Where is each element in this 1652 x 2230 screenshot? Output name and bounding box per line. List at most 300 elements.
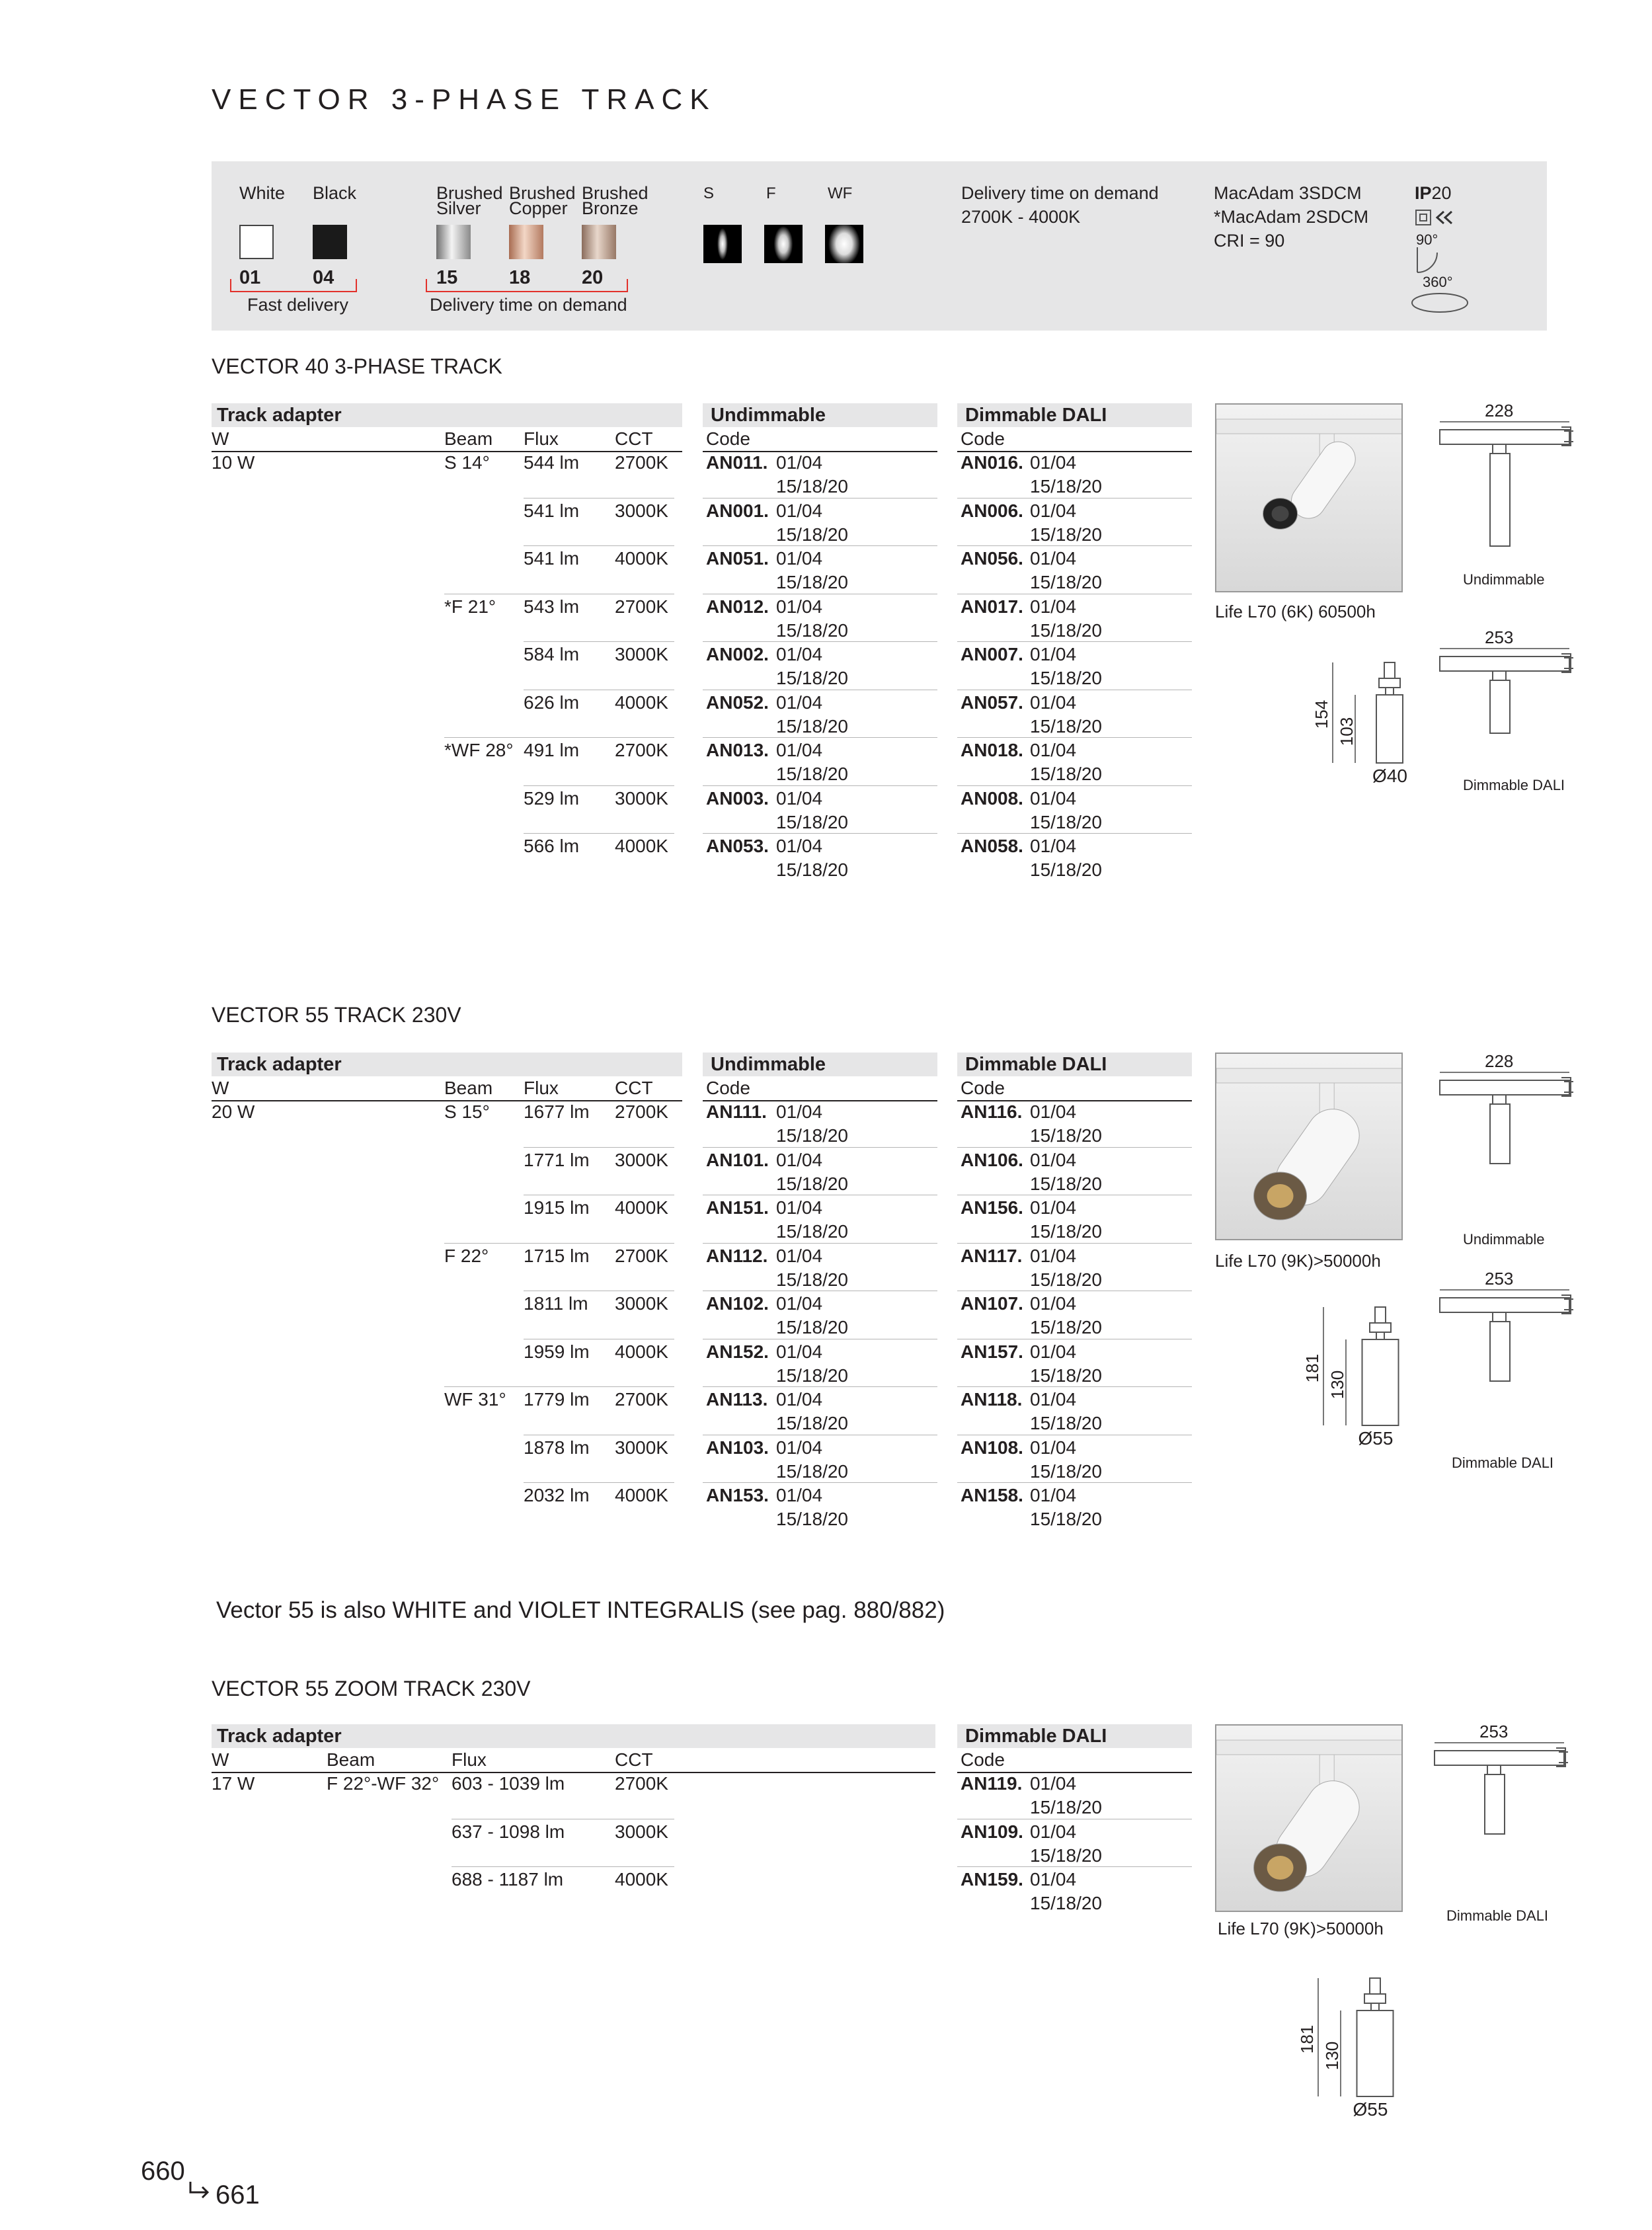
s2-col-w: W [212,1078,229,1098]
row-code-undim: AN103. [706,1437,769,1458]
finish-silver-label1: Brushed [436,183,503,203]
vector55zoom-front-body-height-label: 130 [1322,2041,1343,2071]
on-demand-label: Delivery time on demand [430,295,627,315]
page-number: 660 [141,2157,185,2186]
finish-black-label: Black [313,183,357,203]
row-finish-dali: 01/04 [1030,740,1077,760]
row-cct: 3000K [615,1437,668,1458]
white-swatch [239,225,274,259]
row-finish2-undim: 15/18/20 [776,1221,848,1242]
row-code-dali: AN158. [961,1485,1023,1505]
vector55zoom-front-height-label: 181 [1297,2024,1318,2053]
row-cct: 2700K [615,1101,668,1122]
s2-undim-header: Undimmable [711,1054,826,1075]
row-separator-undim [703,1386,937,1387]
row-finish2-dali: 15/18/20 [1030,811,1102,832]
row-flux: 2032 lm [524,1485,590,1505]
finish-copper-label2: Copper [509,198,568,218]
vector55zoom-photo [1215,1724,1403,1912]
row-flux: 544 lm [524,452,580,473]
finish-bronze-label1: Brushed [582,183,649,203]
row-code-dali: AN057. [961,692,1023,713]
vector55-life: Life L70 (9K)>50000h [1215,1251,1381,1271]
row-cct: 4000K [615,548,668,569]
row-flux: 603 - 1039 lm [452,1773,565,1794]
s3-watt: 17 W [212,1773,255,1794]
row-finish2-dali: 15/18/20 [1030,1173,1102,1194]
row-flux: 543 lm [524,596,580,617]
macadam-line2: *MacAdam 2SDCM [1214,207,1369,227]
row-finish-dali: 01/04 [1030,692,1077,713]
row-flux: 529 lm [524,787,580,809]
row-finish-dali: 01/04 [1030,1245,1077,1266]
row-finish-undim: 01/04 [776,692,823,713]
row-cct: 3000K [615,644,668,664]
vector40-side-undim-width-label: 228 [1485,401,1514,420]
vector55-photo-drawing [1216,1054,1403,1240]
vector40-photo-drawing [1216,405,1403,592]
beam-wide-flood-icon [825,225,863,263]
row-cct: 2700K [615,1245,668,1266]
row-finish-undim: 01/04 [776,644,823,664]
row-flux: 541 lm [524,500,580,521]
row-code-undim: AN001. [706,500,769,521]
s1-dali-header: Dimmable DALI [965,405,1107,426]
row-separator-dali [957,785,1192,786]
row-code-dali: AN117. [961,1245,1023,1266]
s3-col-flux: Flux [452,1749,487,1770]
vector40-side-dali [1438,627,1584,757]
row-finish-dali: 01/04 [1030,1821,1077,1842]
row-beam: S 14° [444,452,490,473]
s2-col-beam: Beam [444,1078,493,1098]
row-code-undim: AN002. [706,644,769,664]
row-finish-undim: 01/04 [776,836,823,856]
row-finish-undim: 01/04 [776,1197,823,1218]
row-flux: 541 lm [524,548,580,569]
s1-undim-header: Undimmable [711,405,826,426]
row-code-dali: AN119. [961,1773,1023,1794]
row-finish2-undim: 15/18/20 [776,764,848,784]
row-finish-undim: 01/04 [776,740,823,760]
row-finish-undim: 01/04 [776,1389,823,1410]
vector55-undim-label: Undimmable [1463,1231,1545,1248]
row-code-dali: AN116. [961,1101,1023,1122]
s2-dali-header: Dimmable DALI [965,1054,1107,1075]
row-finish-undim: 01/04 [776,548,823,569]
vector55zoom-side-dali-width-label: 253 [1479,1722,1509,1741]
row-flux: 1878 lm [524,1437,590,1458]
row-separator [452,1866,674,1867]
row-cct: 3000K [615,500,668,521]
row-finish-undim: 01/04 [776,1101,823,1122]
row-finish2-dali: 15/18/20 [1030,764,1102,784]
row-cct: 3000K [615,1149,668,1170]
row-code-undim: AN051. [706,548,769,569]
vector55-side-dali [1438,1269,1584,1405]
row-separator [444,1386,674,1387]
row-flux: 1959 lm [524,1341,590,1362]
row-finish2-undim: 15/18/20 [776,1317,848,1337]
row-flux: 1811 lm [524,1293,588,1314]
section-vector40-title: VECTOR 40 3-PHASE TRACK [212,354,502,378]
row-separator [444,1243,674,1244]
row-separator-dali [957,545,1192,546]
row-finish2-undim: 15/18/20 [776,1173,848,1194]
vector55-dali-label: Dimmable DALI [1452,1454,1554,1471]
row-finish2-dali: 15/18/20 [1030,1269,1102,1290]
row-finish-dali: 01/04 [1030,1869,1077,1890]
row-finish-dali: 01/04 [1030,1773,1077,1794]
row-finish2-dali: 15/18/20 [1030,1509,1102,1529]
vector55-front-height-label: 181 [1302,1353,1323,1382]
s3-col-cct: CCT [615,1749,653,1770]
vector55zoom-front-diameter-label: Ø55 [1353,2099,1388,2120]
row-code-undim: AN111. [706,1101,767,1122]
row-finish-dali: 01/04 [1030,452,1077,473]
row-code-dali: AN018. [961,740,1023,760]
row-finish2-undim: 15/18/20 [776,715,848,737]
vector55-side-undim [1438,1051,1584,1187]
vector55zoom-side-dali-drawing [1433,1740,1579,1858]
row-finish-undim: 01/04 [776,1437,823,1458]
row-finish2-dali: 15/18/20 [1030,1125,1102,1146]
integralis-note: Vector 55 is also WHITE and VIOLET INTEGRALIS (see pag. 880/882) [216,1597,945,1623]
row-finish-undim: 01/04 [776,452,823,473]
row-finish2-undim: 15/18/20 [776,1460,848,1482]
row-separator-undim [703,1243,937,1244]
row-code-undim: AN053. [706,836,769,856]
s1-col-w: W [212,428,229,449]
vector40-front-diameter-label: Ø40 [1372,766,1407,786]
row-finish2-undim: 15/18/20 [776,1365,848,1386]
row-separator [524,545,674,546]
page-link-arrow-icon [188,2180,212,2202]
row-separator-undim [703,785,937,786]
row-cct: 4000K [615,1341,668,1362]
row-finish-undim: 01/04 [776,500,823,521]
row-beam: *WF 28° [444,740,514,760]
row-code-dali: AN056. [961,548,1023,569]
bronze-code: 20 [582,267,604,288]
vector55-side-undim-drawing [1438,1070,1584,1187]
on-demand-bracket [426,279,628,292]
s1-adapter-header: Track adapter [217,405,342,426]
vector55-side-undim-width-label: 228 [1485,1051,1514,1071]
s2-col-code-dali: Code [961,1078,1005,1098]
row-code-dali: AN159. [961,1869,1023,1890]
row-finish2-undim: 15/18/20 [776,1125,848,1146]
row-separator [524,1482,674,1483]
row-separator-dali [957,1482,1192,1483]
row-finish-dali: 01/04 [1030,1389,1077,1410]
row-code-undim: AN052. [706,692,769,713]
row-code-dali: AN006. [961,500,1023,521]
row-finish-dali: 01/04 [1030,1197,1077,1218]
row-flux: 1779 lm [524,1389,590,1410]
ip-rating-prefix: IP [1415,183,1432,203]
finish-copper-label1: Brushed [509,183,576,203]
row-cct: 2700K [615,1389,668,1410]
s1-col-code-dali: Code [961,428,1005,449]
row-finish-undim: 01/04 [776,1293,823,1314]
row-separator-dali [957,1866,1192,1867]
row-cct: 2700K [615,452,668,473]
ip-rating-number: 20 [1431,183,1452,203]
row-code-undim: AN101. [706,1149,769,1170]
row-finish2-dali: 15/18/20 [1030,1317,1102,1337]
row-finish2-dali: 15/18/20 [1030,1221,1102,1242]
row-separator-dali [957,737,1192,738]
vector40-undim-label: Undimmable [1463,571,1545,588]
vector55zoom-photo-drawing [1216,1726,1403,1912]
row-flux: 1677 lm [524,1101,590,1122]
row-finish2-dali: 15/18/20 [1030,1413,1102,1433]
vector55zoom-life: Life L70 (9K)>50000h [1218,1919,1384,1938]
beam-flood-icon [764,225,803,263]
silver-swatch [436,225,471,259]
row-finish2-dali: 15/18/20 [1030,1893,1102,1913]
vector40-dali-label: Dimmable DALI [1463,777,1565,793]
bronze-swatch [582,225,616,259]
row-separator-undim [703,1147,937,1148]
s2-col-code-undim: Code [706,1078,750,1098]
row-separator [524,1147,674,1148]
page-title: VECTOR 3-PHASE TRACK [212,83,717,116]
row-flux: 1915 lm [524,1197,590,1218]
beam-wf-label: WF [828,184,853,202]
vector55-front [1302,1306,1420,1452]
row-flux: 584 lm [524,644,580,664]
row-code-dali: AN118. [961,1389,1023,1410]
vector55-front-body-height-label: 130 [1327,1370,1348,1400]
vector55zoom-front [1297,1977,1415,2123]
row-separator-dali [957,641,1192,642]
row-flux: 491 lm [524,740,580,760]
row-finish-dali: 01/04 [1030,596,1077,617]
row-finish2-dali: 15/18/20 [1030,476,1102,497]
vector40-front-drawing [1317,661,1429,770]
s2-col-flux: Flux [524,1078,559,1098]
row-finish-dali: 01/04 [1030,500,1077,521]
beam-f-label: F [766,184,776,202]
row-code-undim: AN013. [706,740,769,760]
row-separator-dali [957,1386,1192,1387]
fast-delivery-bracket [230,279,357,292]
row-separator-undim [703,1482,937,1483]
rotation-label: 360° [1423,274,1453,290]
row-separator [524,785,674,786]
next-page-number[interactable]: 661 [216,2180,260,2210]
vector40-front-body-height-label: 103 [1337,717,1357,746]
section-vector55-title: VECTOR 55 TRACK 230V [212,1003,461,1027]
row-finish2-dali: 15/18/20 [1030,668,1102,688]
row-flux: 566 lm [524,836,580,856]
vector55zoom-front-drawing [1302,1977,1415,2103]
row-code-dali: AN156. [961,1197,1023,1218]
row-code-undim: AN102. [706,1293,769,1314]
vector40-side-dali-drawing [1438,646,1584,757]
vector40-side-dali-width-label: 253 [1485,627,1514,647]
s2-adapter-header: Track adapter [217,1054,342,1075]
row-separator [524,641,674,642]
s3-col-beam: Beam [327,1749,375,1770]
s2-col-cct: CCT [615,1078,653,1098]
row-finish-undim: 01/04 [776,1149,823,1170]
row-finish2-undim: 15/18/20 [776,1269,848,1290]
row-code-undim: AN112. [706,1245,768,1266]
section-vector55-zoom-title: VECTOR 55 ZOOM TRACK 230V [212,1677,531,1700]
s3-beam: F 22°-WF 32° [327,1773,440,1794]
row-flux: 637 - 1098 lm [452,1821,565,1842]
silver-code: 15 [436,267,458,288]
vector40-life: Life L70 (6K) 60500h [1215,602,1376,621]
row-finish-dali: 01/04 [1030,1485,1077,1505]
row-finish2-dali: 15/18/20 [1030,1365,1102,1386]
row-separator [444,737,674,738]
row-cct: 4000K [615,836,668,856]
row-beam: *F 21° [444,596,496,617]
vector40-side-undim-drawing [1438,419,1584,570]
row-finish2-dali: 15/18/20 [1030,1797,1102,1817]
row-separator-undim [703,641,937,642]
row-code-dali: AN008. [961,787,1023,809]
row-cct: 3000K [615,1821,668,1842]
row-finish2-dali: 15/18/20 [1030,859,1102,880]
copper-code: 18 [509,267,531,288]
vector55-side-dali-drawing [1438,1287,1584,1405]
vector40-front-height-label: 154 [1312,699,1332,729]
delivery-line1: Delivery time on demand [961,183,1159,203]
row-finish2-undim: 15/18/20 [776,668,848,688]
row-code-dali: AN109. [961,1821,1023,1842]
row-code-undim: AN153. [706,1485,769,1505]
row-finish2-undim: 15/18/20 [776,1509,848,1529]
ip-rating [1415,185,1452,202]
row-finish2-undim: 15/18/20 [776,859,848,880]
white-code: 01 [239,267,261,288]
row-flux: 1771 lm [524,1149,590,1170]
row-code-dali: AN016. [961,452,1023,473]
row-separator-undim [703,737,937,738]
row-finish-dali: 01/04 [1030,644,1077,664]
row-code-dali: AN157. [961,1341,1023,1362]
row-flux: 626 lm [524,692,580,713]
row-separator [524,833,674,834]
row-finish2-undim: 15/18/20 [776,572,848,592]
vector40-side-undim [1438,401,1584,570]
row-finish-dali: 01/04 [1030,548,1077,569]
row-code-undim: AN113. [706,1389,768,1410]
row-finish2-dali: 15/18/20 [1030,619,1102,641]
row-finish2-dali: 15/18/20 [1030,1460,1102,1482]
row-finish2-dali: 15/18/20 [1030,715,1102,737]
row-code-dali: AN058. [961,836,1023,856]
row-separator-dali [957,1243,1192,1244]
s1-col-flux: Flux [524,428,559,449]
row-finish2-undim: 15/18/20 [776,476,848,497]
row-cct: 4000K [615,1869,668,1890]
rotation-icon [1408,290,1474,316]
s3-adapter-header: Track adapter [217,1726,342,1747]
row-code-undim: AN011. [706,452,768,473]
finish-bronze-label2: Bronze [582,198,639,218]
s3-col-w: W [212,1749,229,1770]
vector55zoom-side-dali [1433,1722,1579,1858]
row-finish-dali: 01/04 [1030,1293,1077,1314]
row-finish2-undim: 15/18/20 [776,619,848,641]
row-code-undim: AN003. [706,787,769,809]
row-cct: 4000K [615,692,668,713]
row-separator-undim [703,833,937,834]
row-code-undim: AN152. [706,1341,769,1362]
row-finish-dali: 01/04 [1030,787,1077,809]
finish-white-label: White [239,183,286,203]
row-finish-undim: 01/04 [776,596,823,617]
s1-col-code-undim: Code [706,428,750,449]
s3-col-code-dali: Code [961,1749,1005,1770]
row-code-dali: AN017. [961,596,1023,617]
row-code-dali: AN007. [961,644,1023,664]
delivery-line2: 2700K - 4000K [961,207,1081,227]
row-cct: 3000K [615,1293,668,1314]
row-code-undim: AN012. [706,596,769,617]
row-cct: 4000K [615,1485,668,1505]
row-code-dali: AN108. [961,1437,1023,1458]
vector55zoom-dali-label: Dimmable DALI [1446,1907,1549,1924]
beam-s-label: S [703,184,715,202]
row-finish-undim: 01/04 [776,1485,823,1505]
row-flux: 1715 lm [524,1245,590,1266]
black-swatch [313,225,347,259]
row-finish-undim: 01/04 [776,1341,823,1362]
row-finish-dali: 01/04 [1030,1437,1077,1458]
row-finish-dali: 01/04 [1030,1149,1077,1170]
vector40-front [1312,661,1429,789]
row-code-dali: AN107. [961,1293,1023,1314]
macadam-line3: CRI = 90 [1214,231,1285,251]
copper-swatch [509,225,543,259]
vector55-side-dali-width-label: 253 [1485,1269,1514,1289]
row-finish2-undim: 15/18/20 [776,1413,848,1433]
row-finish-undim: 01/04 [776,787,823,809]
row-cct: 2700K [615,596,668,617]
row-finish-dali: 01/04 [1030,1341,1077,1362]
s1-watt: 10 W [212,452,255,473]
row-cct: 4000K [615,1197,668,1218]
row-separator-dali [957,1147,1192,1148]
row-separator-undim [703,545,937,546]
row-cct: 2700K [615,740,668,760]
beam-spot-icon [703,225,742,263]
tilt-angle-icon [1415,246,1454,275]
row-finish2-dali: 15/18/20 [1030,1845,1102,1866]
row-beam: S 15° [444,1101,490,1122]
row-code-dali: AN106. [961,1149,1023,1170]
tilt-label: 90° [1416,231,1438,248]
s1-col-beam: Beam [444,428,493,449]
row-code-undim: AN151. [706,1197,769,1218]
finish-silver-label2: Silver [436,198,481,218]
fast-delivery-label: Fast delivery [247,295,349,315]
black-code: 04 [313,267,334,288]
macadam-line1: MacAdam 3SDCM [1214,183,1362,203]
vector40-photo [1215,403,1403,592]
row-beam: WF 31° [444,1389,506,1410]
row-finish-dali: 01/04 [1030,1101,1077,1122]
vector55-front-drawing [1308,1306,1420,1432]
row-finish2-undim: 15/18/20 [776,811,848,832]
